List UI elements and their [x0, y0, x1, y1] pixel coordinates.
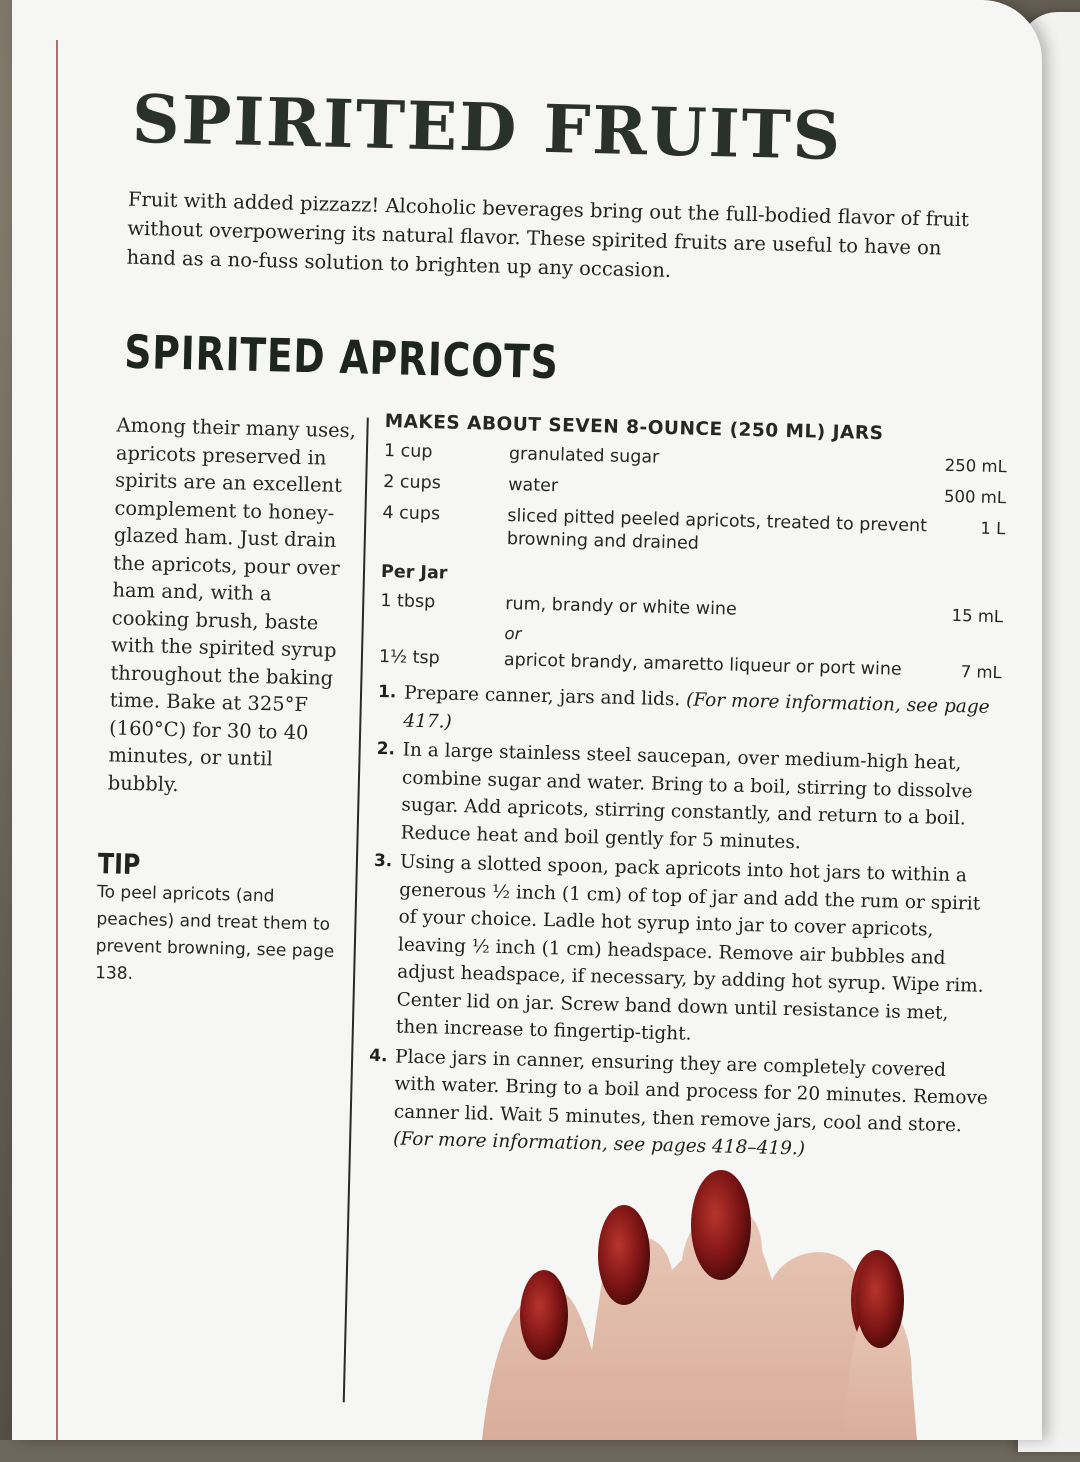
ingredient-name: granulated sugar [508, 444, 660, 468]
serving-note: Among their many uses, apricots preserved in spirits are an excellent complement to honey-glazed ham. Just drain the apricots, pour over ham and, with a cooking brush, baste with the spirited syrup throughout the baking time. Bake at 325°F (160°C) for 30 to 40 minutes, or until bubbly. [107, 413, 357, 796]
step-body: Place jars in canner, ensuring they are completely covered with water. Bring to a boil and process for 20 minutes. Remove canner lid. Wait 5 minutes, then remove jars, cool and store. [393, 1045, 989, 1136]
step-number: 1. [377, 681, 397, 703]
method-step [370, 848, 995, 1056]
section-title: SPIRITED FRUITS [131, 79, 844, 176]
nail-shape [598, 1205, 650, 1305]
ingredient-name: rum, brandy or white wine [505, 594, 738, 620]
ingredient-name: sliced pitted peeled apricots, treated to prevent browning and drained [506, 506, 928, 554]
method-steps [367, 679, 998, 1168]
section-intro: Fruit with added pizzazz! Alcoholic beverages bring out the full-bodied flavor of fruit without overpowering its natural flavor. These spirited fruits are useful to have on hand as a no-fuss solution to brighten up any occasion. [126, 187, 970, 282]
step-body: In a large stainless steel saucepan, over medium-high heat, combine sugar and water. Bring to a boil, stirring to dissolve sugar. Add apricots, stirring constantly, and return to a boil. Reduce heat and boil gently for 5 minutes. [400, 739, 973, 853]
ingredient-metric: 500 mL [943, 486, 1007, 508]
ingredient-row [380, 590, 1004, 628]
ingredient-metric: 250 mL [944, 455, 1008, 477]
step-number: 3. [373, 850, 393, 872]
recipe-yield: MAKES ABOUT SEVEN 8-OUNCE (250 ML) JARS [384, 411, 884, 445]
hand-fingers-image [472, 1150, 1032, 1440]
step-body: Prepare canner, jars and lids. [403, 682, 681, 711]
ingredient-metric: 7 mL [960, 662, 1002, 683]
nail-shape [691, 1170, 751, 1280]
per-jar-heading: Per Jar [380, 561, 448, 584]
book-page [12, 0, 1042, 1440]
recipe-body [367, 411, 1008, 1169]
step-text [396, 849, 995, 1056]
method-step [374, 736, 997, 861]
step-reference: (For more information, see page 417.) [403, 689, 990, 733]
ingredient-name: water [507, 475, 559, 497]
ingredient-metric: 1 L [980, 518, 1006, 539]
ingredient-qty: 1 cup [383, 441, 433, 463]
step-text [393, 1043, 990, 1167]
step-text [400, 737, 997, 861]
ingredient-qty: 4 cups [382, 502, 441, 525]
nail-shape [856, 1252, 904, 1348]
step-body: Using a slotted spoon, pack apricots into hot jars to within a generous ½ inch (1 cm) of top of jar and add the rum or spirit of your choice. Ladle hot syrup into jar to cover apricots, leaving ½ inch (1 cm) headspace. Remove air bubbles and adjust headspace, if necessary, by adding hot syrup. Wipe rim. Center lid on jar. Screw band down until resistance is met, then increase to fingertip-tight. [395, 851, 984, 1045]
step-number: 2. [376, 738, 396, 760]
nail-shape [520, 1270, 568, 1360]
ingredient-qty: 1½ tsp [378, 646, 440, 669]
tip-heading: TIP [97, 847, 141, 882]
ingredient-row [382, 502, 1006, 563]
tip-text: To peel apricots (and peaches) and treat them to prevent browning, see page 138. [94, 882, 335, 985]
method-step [367, 1042, 990, 1167]
step-reference: (For more information, see pages 418–419.) [392, 1128, 806, 1160]
ingredient-metric: 15 mL [951, 605, 1004, 627]
or-separator: or [504, 624, 522, 644]
step-number: 4. [368, 1045, 388, 1066]
ingredient-qty: 2 cups [382, 472, 442, 494]
ingredient-name: apricot brandy, amaretto liqueur or port wine [503, 650, 902, 680]
recipe-title: SPIRITED APRICOTS [123, 324, 560, 390]
ingredient-qty: 1 tbsp [380, 590, 436, 613]
